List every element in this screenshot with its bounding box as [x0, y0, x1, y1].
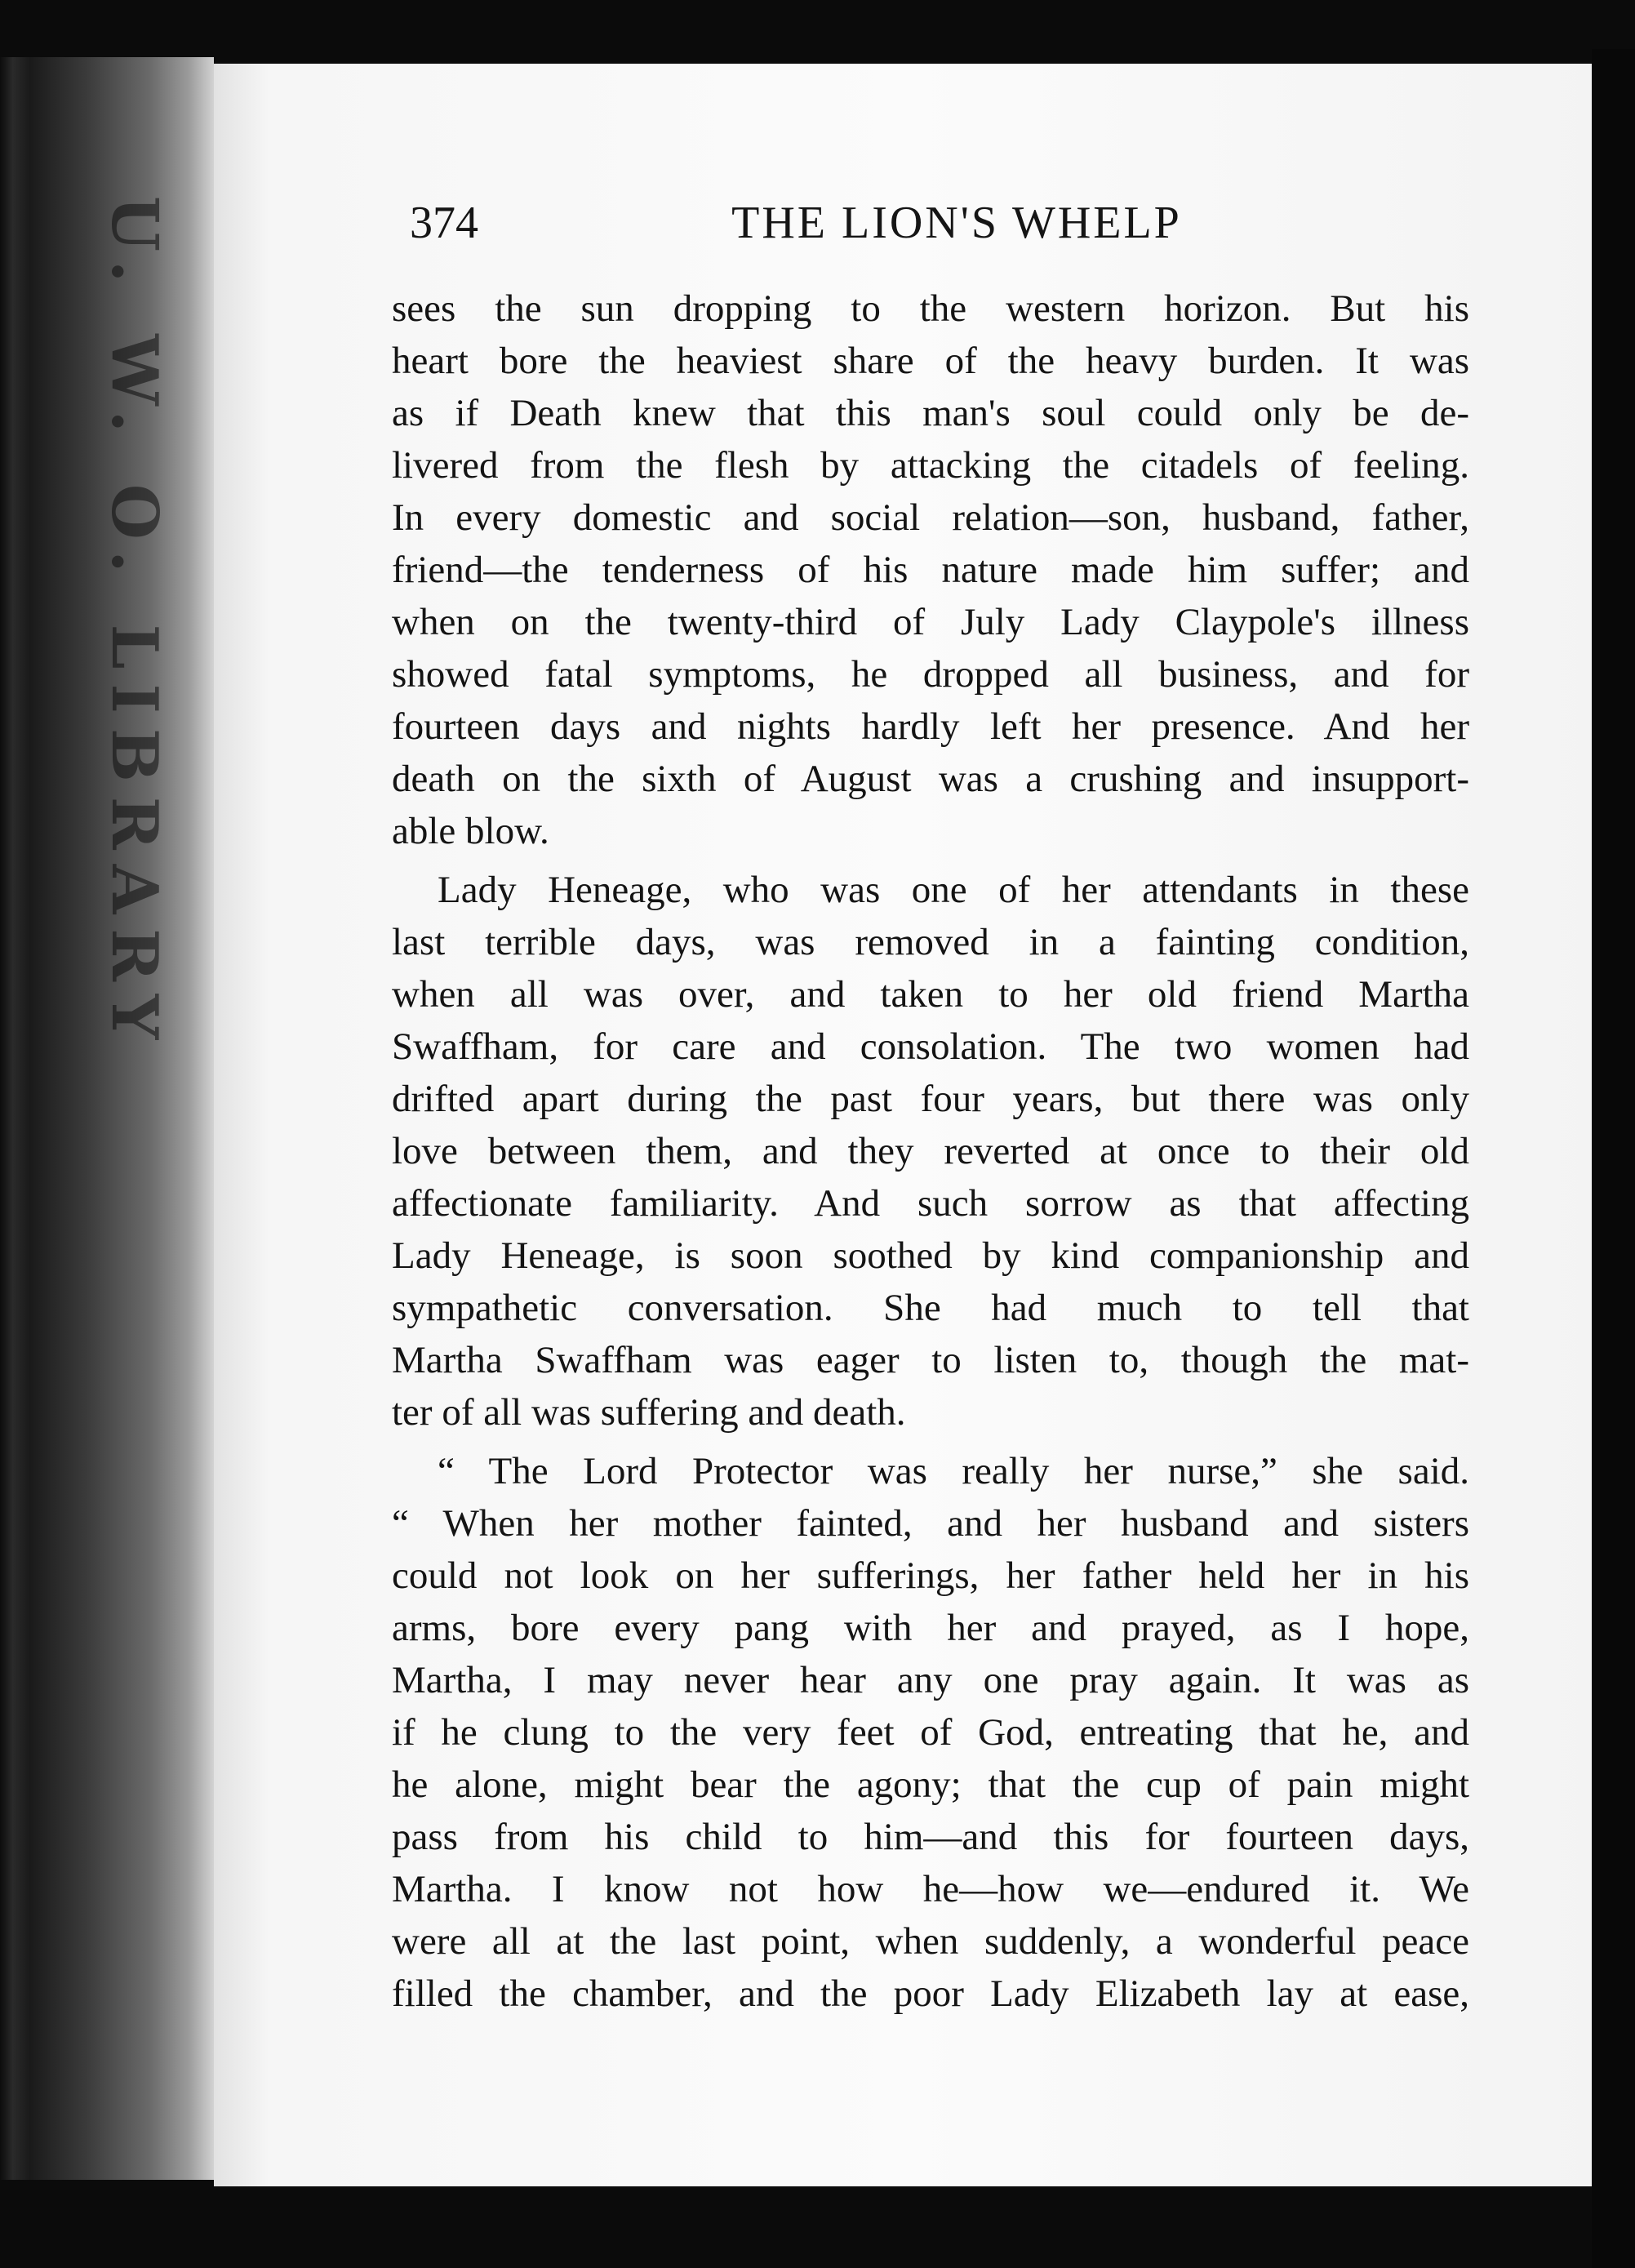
text-line: showed fatal symptoms, he dropped all business, and for: [392, 653, 1469, 696]
text-line: affectionate familiarity. And such sorrow as that affecting: [392, 1182, 1469, 1225]
text-line: pass from his child to him—and this for fourteen days,: [392, 1816, 1469, 1858]
spine-label: U. W. O. LIBRARY: [97, 196, 171, 1055]
text-line: drifted apart during the past four years, but there was only: [392, 1078, 1469, 1120]
text-line: Martha. I know not how he—how we—endured it. We: [392, 1868, 1469, 1910]
text-line: In every domestic and social relation—son, husband, father,: [392, 496, 1469, 539]
text-line: “ When her mother fainted, and her husband and sisters: [392, 1502, 1469, 1545]
text-line: Lady Heneage, is soon soothed by kind companionship and: [392, 1234, 1469, 1277]
text-line: Martha, I may never hear any one pray again. It was as: [392, 1659, 1469, 1701]
text-line: when on the twenty-third of July Lady Claypole's illness: [392, 601, 1469, 643]
text-line: death on the sixth of August was a crushing and insupport-: [392, 758, 1469, 800]
text-line: Martha Swaffham was eager to listen to, though the mat-: [392, 1339, 1469, 1381]
text-line: fourteen days and nights hardly left her presence. And her: [392, 705, 1469, 748]
book-page: [214, 64, 1602, 2186]
text-line: filled the chamber, and the poor Lady Elizabeth lay at ease,: [392, 1972, 1469, 2015]
text-line: as if Death knew that this man's soul could only be de-: [392, 392, 1469, 434]
running-head: THE LION'S WHELP: [731, 198, 1182, 248]
text-line: sympathetic conversation. She had much to tell that: [392, 1287, 1469, 1329]
page-header: [410, 186, 1414, 260]
text-line: when all was over, and taken to her old friend Martha: [392, 973, 1469, 1016]
paragraph: [392, 864, 1469, 1439]
text-line: Swaffham, for care and consolation. The two women had: [392, 1025, 1469, 1068]
book-spine: [0, 57, 214, 2180]
text-line: love between them, and they reverted at once to their old: [392, 1130, 1469, 1172]
text-line: heart bore the heaviest share of the heavy burden. It was: [392, 340, 1469, 382]
text-line: ter of all was suffering and death.: [392, 1391, 906, 1434]
scan-border: [1592, 49, 1635, 2268]
paragraph: [392, 1445, 1469, 2020]
text-line: he alone, might bear the agony; that the cup of pain might: [392, 1763, 1469, 1806]
text-line: “ The Lord Protector was really her nurse,” she said.: [438, 1450, 1469, 1492]
paragraph: [392, 282, 1469, 857]
text-line: if he clung to the very feet of God, entreating that he, and: [392, 1711, 1469, 1754]
body-text: [392, 282, 1469, 2026]
text-line: were all at the last point, when suddenly, a wonderful peace: [392, 1920, 1469, 1963]
text-line: arms, bore every pang with her and prayed, as I hope,: [392, 1607, 1469, 1649]
text-line: able blow.: [392, 810, 549, 852]
text-line: sees the sun dropping to the western horizon. But his: [392, 287, 1469, 330]
text-line: livered from the flesh by attacking the citadels of feeling.: [392, 444, 1469, 487]
text-line: could not look on her sufferings, her father held her in his: [392, 1554, 1469, 1597]
text-line: friend—the tenderness of his nature made him suffer; and: [392, 549, 1469, 591]
text-line: Lady Heneage, who was one of her attendants in these: [438, 869, 1469, 911]
page-number: 374: [410, 198, 478, 248]
text-line: last terrible days, was removed in a fainting condition,: [392, 921, 1469, 963]
